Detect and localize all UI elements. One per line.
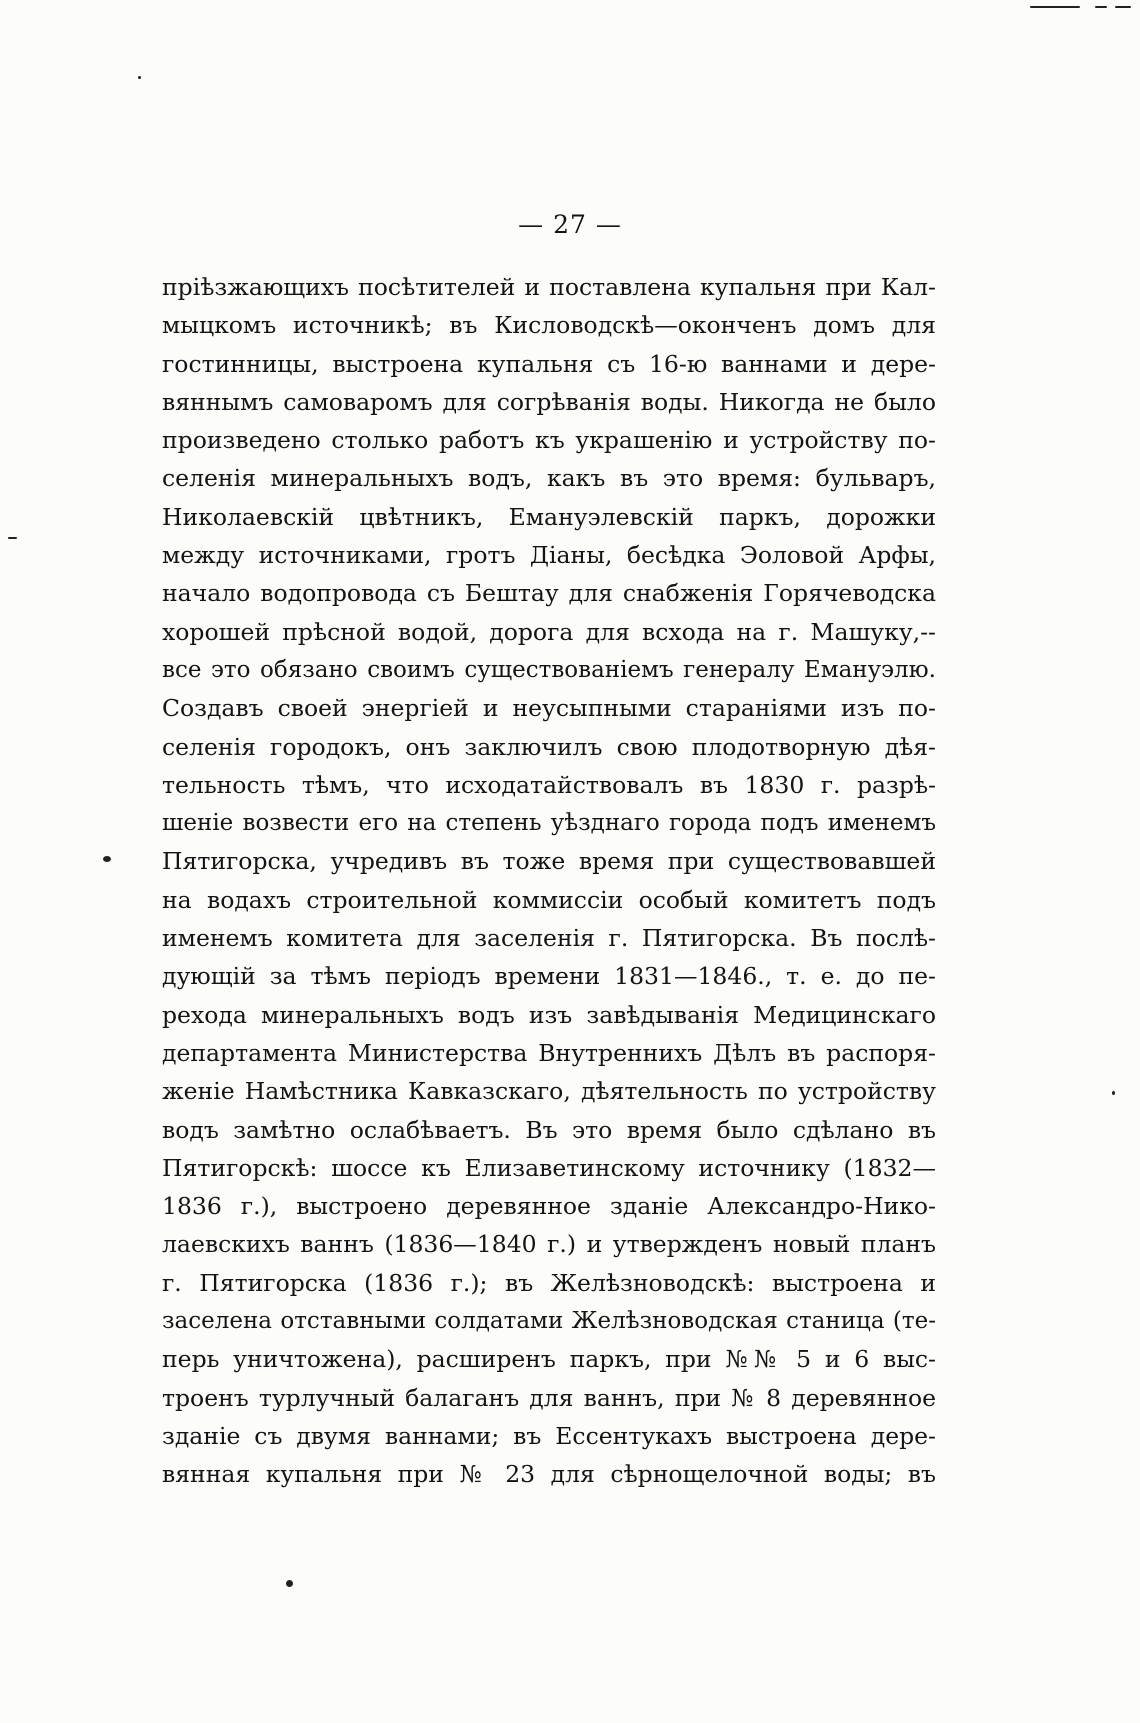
scan-mark-blot (103, 856, 111, 862)
scan-mark-tick (1112, 1091, 1115, 1095)
scan-mark-dot-bottom (286, 1580, 293, 1587)
text-line: троенъ турлучный балаганъ для ваннъ, при № 8 деревянное (162, 1383, 936, 1412)
scan-mark-top-rule-short (1095, 6, 1107, 8)
text-line: начало водопровода съ Бештау для снабженія Горячеводска (162, 579, 936, 608)
text-line: 1836 г.), выстроено деревянное зданіе Александро-Нико- (162, 1192, 936, 1221)
text-line: именемъ комитета для заселенія г. Пятигорска. Въ послѣ- (162, 924, 936, 953)
text-line: Николаевскій цвѣтникъ, Емануэлевскій паркъ, дорожки (162, 502, 936, 531)
scan-mark-dash (8, 537, 17, 539)
text-line: селенія минеральныхъ водъ, какъ въ это время: бульваръ, (162, 464, 936, 493)
text-line: на водахъ строительной коммиссіи особый комитетъ подъ (162, 885, 936, 914)
text-line: Пятигорскѣ: шоссе къ Елизаветинскому источнику (1832— (162, 1153, 936, 1182)
text-line: рехода минеральныхъ водъ изъ завѣдыванія Медицинскаго (162, 1000, 936, 1029)
text-line: произведено столько работъ къ украшенію и устройству по- (162, 426, 936, 455)
text-line: мыцкомъ источникѣ; въ Кисловодскѣ—оконченъ домъ для (162, 311, 936, 340)
page-number: — 27 — (518, 210, 622, 239)
text-line: перь уничтожена), расширенъ паркъ, при №№ 5 и 6 выс- (162, 1345, 936, 1374)
text-line: вянная купальня при № 23 для сѣрнощелочной воды; въ (162, 1460, 936, 1489)
text-line: хорошей прѣсной водой, дорога для всхода на г. Машуку,-- (162, 617, 936, 646)
scan-mark-top-rule (1030, 6, 1080, 8)
body-text (162, 268, 936, 1494)
text-line: дующій за тѣмъ періодъ времени 1831—1846., т. е. до пе- (162, 962, 936, 991)
scan-mark-top-rule-end (1115, 6, 1131, 8)
text-line: лаевскихъ ваннъ (1836—1840 г.) и утвержденъ новый планъ (162, 1230, 936, 1259)
text-line: шеніе возвести его на степень уѣзднаго города подъ именемъ (162, 810, 936, 837)
text-line: женіе Намѣстника Кавказскаго, дѣятельность по устройству (162, 1077, 936, 1106)
text-line: все это обязано своимъ существованіемъ генералу Емануэлю. (162, 656, 936, 683)
text-line: департамента Министерства Внутреннихъ Дѣлъ въ распоря- (162, 1038, 936, 1067)
text-line: г. Пятигорска (1836 г.); въ Желѣзноводскѣ: выстроена и (162, 1268, 936, 1297)
text-line: тельность тѣмъ, что исходатайствовалъ въ 1830 г. разрѣ- (162, 770, 936, 799)
text-line: Создавъ своей энергіей и неусыпными стараніями изъ по- (162, 694, 936, 723)
text-line: между источниками, гротъ Діаны, бесѣдка Эоловой Арфы, (162, 541, 936, 570)
text-line: гостинницы, выстроена купальня съ 16-ю ваннами и дере- (162, 349, 936, 378)
text-line: зданіе съ двумя ваннами; въ Ессентукахъ выстроена дере- (162, 1421, 936, 1450)
scan-mark-dot (138, 76, 141, 79)
text-line: пріѣзжающихъ посѣтителей и поставлена купальня при Кал- (162, 273, 936, 301)
text-line: селенія городокъ, онъ заключилъ свою плодотворную дѣя- (162, 732, 936, 761)
text-line: вяннымъ самоваромъ для согрѣванія воды. Никогда не было (162, 387, 936, 416)
text-line: Пятигорска, учредивъ въ тоже время при существовавшей (162, 847, 936, 876)
text-line: заселена отставными солдатами Желѣзноводская станица (те- (162, 1308, 936, 1335)
text-line: водъ замѣтно ослабѣваетъ. Въ это время было сдѣлано въ (162, 1115, 936, 1144)
